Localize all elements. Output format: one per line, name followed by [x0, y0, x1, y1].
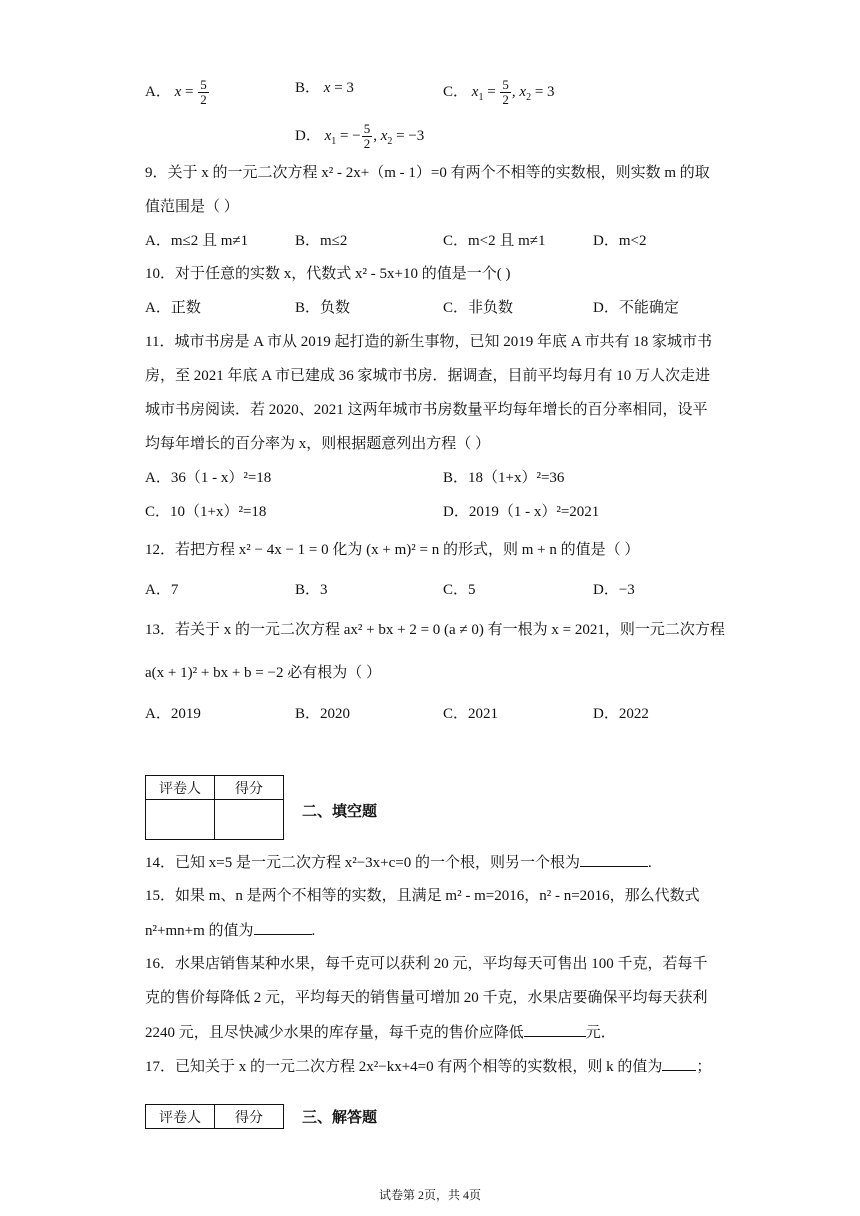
q9-option-b: B．m≤2	[295, 233, 348, 249]
q11-line-1: 11．城市书房是 A 市从 2019 起打造的新生事物，已知 2019 年底 A 市共有 18 家城市书	[145, 334, 712, 350]
q11-line-2: 房，至 2021 年底 A 市已建成 36 家城市书房．据调查，目前平均每月有 10 万人次走进	[145, 368, 711, 384]
q9-line-2: 值范围是（ ）	[145, 199, 239, 215]
q13-line-2: a(x + 1)² + bx + b = −2 必有根为（ ）	[145, 665, 381, 681]
q11-line-3: 城市书房阅读．若 2020、2021 这两年城市书房数量平均每年增长的百分率相同，设平	[145, 402, 708, 418]
q8-option-a: A． x = $\frac{5}{2}$	[145, 78, 210, 107]
q10-option-c: C．非负数	[443, 300, 514, 316]
q9-line-1: 9．关于 x 的一元二次方程 x² - 2x+（m - 1）=0 有两个不相等的实数根，则实数 m 的取	[145, 165, 710, 181]
score-table-section-2	[145, 775, 284, 840]
q12-option-b: B．3	[295, 582, 328, 598]
q17-answer-blank[interactable]	[662, 1056, 696, 1071]
section-2-title: 二、填空题	[302, 802, 378, 820]
q11-option-a: A．36（1 - x）²=18	[145, 470, 272, 486]
q17-line: 17．已知关于 x 的一元二次方程 2x²−kx+4=0 有两个相等的实数根，则 k 的值为 ；	[145, 1056, 711, 1077]
q8-option-b: B． x = 3	[295, 80, 354, 96]
q15-line-1: 15．如果 m、n 是两个不相等的实数，且满足 m² - m=2016，n² - n=2016，那么代数式	[145, 888, 700, 904]
score-table-3-grader-header: 评卷人	[146, 1105, 215, 1129]
q8-option-a-expr: x = $\frac{5}{2}$	[174, 77, 207, 107]
q11-option-b: B．18（1+x）²=36	[443, 470, 565, 486]
q11-option-c: C．10（1+x）²=18	[145, 504, 267, 520]
q15-answer-blank[interactable]	[254, 920, 312, 935]
q8-option-d: D． $x_1$ = − $\frac{5}{2}$ , $x_2 = -3$	[295, 121, 425, 151]
q12-line-1: 12．若把方程 x² − 4x − 1 = 0 化为 (x + m)² = n 的形式，则 m + n 的值是（ ）	[145, 542, 640, 558]
q9-option-d: D．m<2	[593, 233, 647, 249]
q8-option-c: C． $x_1$ = $\frac{5}{2}$ , $x_2 = 3$	[443, 77, 555, 107]
score-table-score-header: 得分	[215, 776, 284, 800]
q9-option-c: C．m<2 且 m≠1	[443, 233, 546, 249]
q16-line-1: 16．水果店销售某种水果，每千克可以获利 20 元，平均每天可售出 100 千克，若每千	[145, 956, 708, 972]
q8-option-d-expr: $x_1$ = − $\frac{5}{2}$ , $x_2 = -3$	[324, 121, 425, 151]
q13-option-b: B．2020	[295, 706, 351, 722]
q17-text: 17．已知关于 x 的一元二次方程 2x²−kx+4=0 有两个相等的实数根，则 k 的值为	[145, 1059, 663, 1075]
q11-option-d: D．2019（1 - x）²=2021	[443, 504, 600, 520]
score-table-grader-header: 评卷人	[146, 776, 215, 800]
q16-tail: 元．	[585, 1025, 616, 1041]
page-footer: 试卷第 2页，共 4页	[378, 1188, 481, 1202]
q8-option-b-expr: x = 3	[323, 80, 354, 96]
score-table-3-score-header: 得分	[215, 1105, 284, 1129]
q9-option-a: A．m≤2 且 m≠1	[145, 233, 249, 249]
q16-text: 2240 元，且尽快减少水果的库存量，每千克的售价应降低	[145, 1025, 524, 1041]
q14-text: 14．已知 x=5 是一元二次方程 x²−3x+c=0 的一个根，则另一个根为	[145, 855, 580, 871]
q14-line: 14．已知 x=5 是一元二次方程 x²−3x+c=0 的一个根，则另一个根为 .	[145, 852, 652, 873]
q16-answer-blank[interactable]	[524, 1022, 586, 1037]
q8-option-c-expr: $x_1$ = $\frac{5}{2}$ , $x_2 = 3$	[471, 77, 555, 107]
score-table-section-3	[145, 1104, 284, 1129]
q16-line-3	[145, 1022, 616, 1043]
score-table-score-cell	[215, 800, 284, 840]
q13-option-c: C．2021	[443, 706, 499, 722]
q10-option-a: A．正数	[145, 300, 201, 316]
q15-text: n²+mn+m 的值为	[145, 923, 254, 939]
q16-line-2: 克的售价每降低 2 元，平均每天的销售量可增加 20 千克，水果店要确保平均每天获利	[145, 990, 708, 1006]
section-3-title: 三、解答题	[302, 1108, 378, 1126]
q12-option-a: A．7	[145, 582, 179, 598]
q10-option-d: D．不能确定	[593, 300, 679, 316]
q10-option-b: B．负数	[295, 300, 351, 316]
q13-line-1: 13．若关于 x 的一元二次方程 ax² + bx + 2 = 0 (a ≠ 0) 有一根为 x = 2021，则一元二次方程	[145, 622, 725, 638]
q12-option-c: C．5	[443, 582, 476, 598]
q14-answer-blank[interactable]	[580, 852, 648, 867]
q13-option-a: A．2019	[145, 706, 201, 722]
q11-line-4: 均每年增长的百分率为 x，则根据题意列出方程（ ）	[145, 436, 491, 452]
q12-option-d: D．−3	[593, 582, 635, 598]
q15-line-2: n²+mn+m 的值为 .	[145, 920, 315, 941]
q10-line-1: 10．对于任意的实数 x，代数式 x² - 5x+10 的值是一个( )	[145, 266, 511, 282]
score-table-grader-cell	[146, 800, 215, 840]
q13-option-d: D．2022	[593, 706, 649, 722]
